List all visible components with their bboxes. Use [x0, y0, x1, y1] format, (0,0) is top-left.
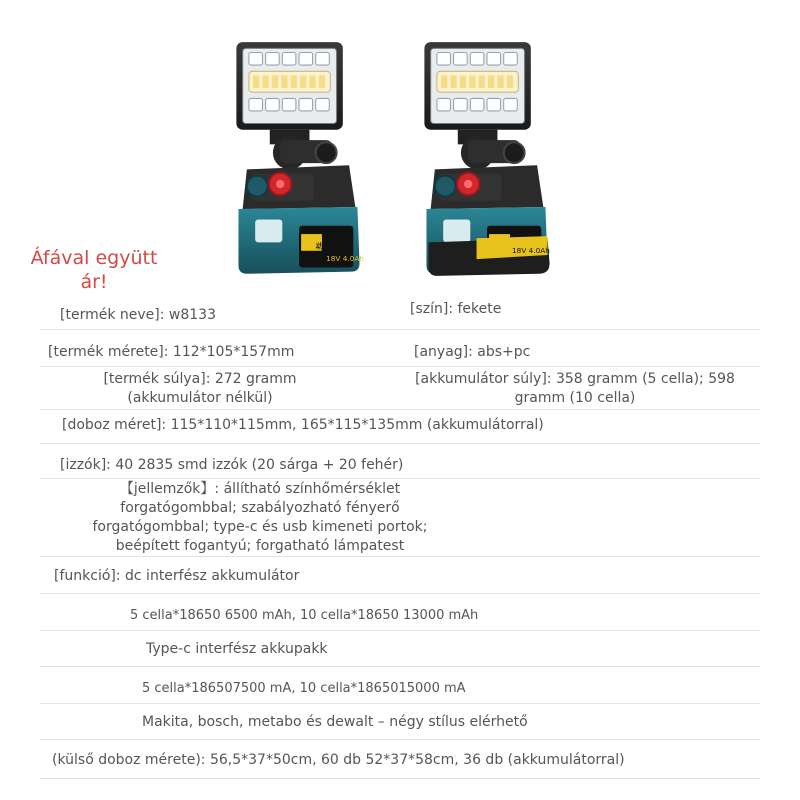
row-divider — [40, 630, 760, 631]
battery-label-2: 18V 4.0Ah — [512, 245, 550, 255]
spec-material: [anyag]: abs+pc — [414, 344, 531, 360]
row-divider — [40, 409, 760, 410]
row-divider — [40, 703, 760, 704]
spec-function: [funkció]: dc interfész akkumulátor — [54, 568, 300, 584]
row-divider — [40, 478, 760, 479]
row-divider — [40, 366, 760, 367]
row-divider — [40, 666, 760, 667]
price-note: Áfával együtt ár! — [30, 247, 158, 293]
row-divider — [40, 739, 760, 740]
spec-color: [szín]: fekete — [410, 301, 502, 317]
spec-size: [termék mérete]: 112*105*157mm — [48, 344, 295, 360]
spec-capacity-2: 5 cella*186507500 mA, 10 cella*1865015000 mA — [142, 681, 466, 696]
svg-text:动力: 动力 — [315, 241, 331, 251]
spec-outer-box: (külső doboz mérete): 56,5*37*50cm, 60 db 52*37*58cm, 36 db (akkumulátorral) — [52, 752, 625, 768]
spec-features: 【jellemzők】: állítható színhőmérséklet forgatógombbal; szabályozható fényerő forgatógombbal; type-c és usb kimeneti portok; beépített fogantyú; forgatható lámpatest — [92, 481, 428, 554]
row-divider — [40, 593, 760, 594]
spec-battery-weight: [akkumulátor súly]: 358 gramm (5 cella); 598 gramm (10 cella) — [415, 371, 735, 406]
row-divider — [40, 556, 760, 557]
work-light-dewalt-battery-icon — [412, 40, 562, 280]
row-divider — [40, 778, 760, 779]
battery-label-1: 18V 4.0Ah — [326, 254, 364, 264]
spec-name: [termék neve]: w8133 — [60, 307, 216, 323]
spec-capacity-1: 5 cella*18650 6500 mAh, 10 cella*18650 13000 mAh — [130, 608, 479, 623]
spec-typec: Type-c interfész akkupakk — [146, 641, 328, 657]
spec-styles: Makita, bosch, metabo és dewalt – négy stílus elérhető — [142, 714, 528, 730]
spec-bulbs: [izzók]: 40 2835 smd izzók (20 sárga + 20 fehér) — [60, 457, 404, 473]
row-divider — [40, 329, 760, 330]
row-divider — [40, 443, 760, 444]
work-light-makita-battery-icon — [224, 40, 374, 280]
spec-box-size: [doboz méret]: 115*110*115mm, 165*115*135mm (akkumulátorral) — [62, 417, 544, 433]
spec-weight: [termék súlya]: 272 gramm (akkumulátor nélkül) — [103, 371, 297, 406]
